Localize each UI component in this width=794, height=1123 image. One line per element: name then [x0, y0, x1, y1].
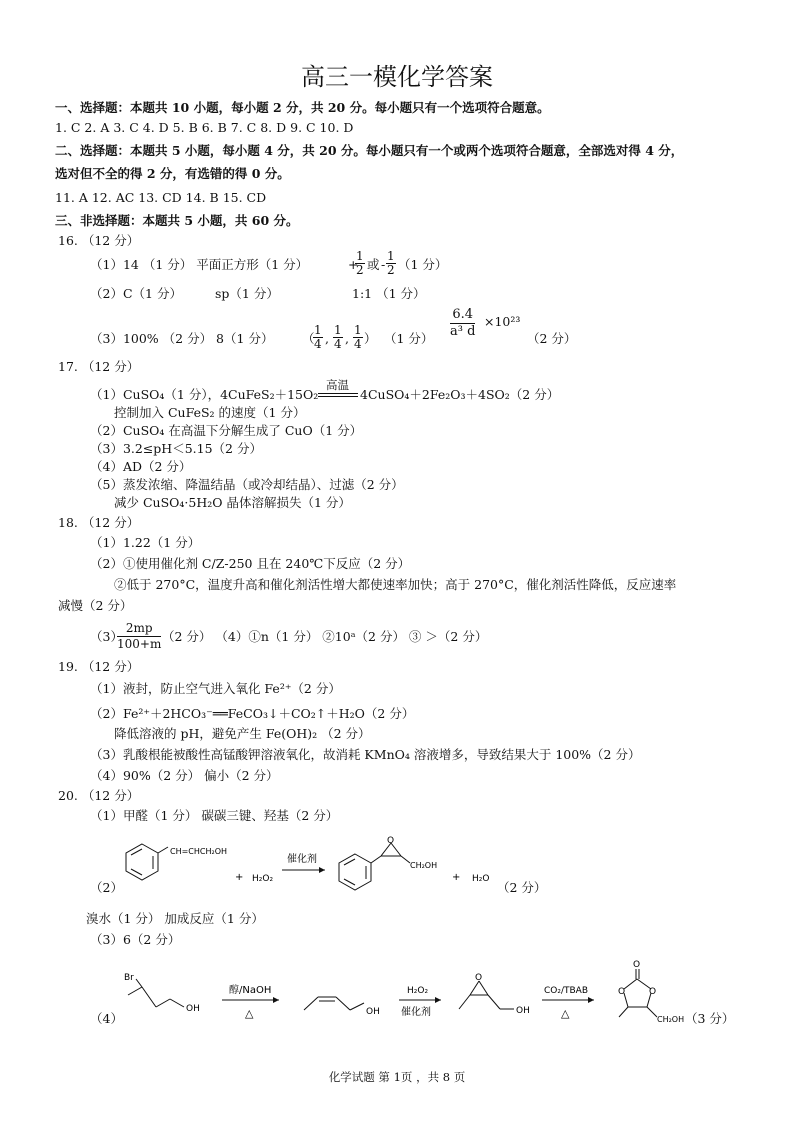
benzene-ring [339, 854, 371, 890]
q16-head: 16. （12 分） [58, 233, 140, 248]
q19-line1: （1）液封，防止空气进入氧化 Fe²⁺（2 分） [90, 681, 341, 696]
reaction-condition: 高温 [326, 378, 349, 392]
ch2oh-label: CH₂OH [410, 861, 438, 870]
q19-line3: 降低溶液的 pH，避免产生 Fe(OH)₂ （2 分） [114, 726, 371, 741]
paren-open: （ [302, 331, 315, 346]
q17-line1b: 4CuSO₄＋2Fe₂O₃＋4SO₂（2 分） [360, 387, 560, 402]
heat-symbol: △ [561, 1007, 570, 1020]
oxygen-label: O [387, 836, 395, 846]
q18-line5a: （3） [90, 629, 123, 644]
score: （3 分） [685, 1011, 735, 1026]
page-footer: 化学试题 第 1页 ，共 8 页 [328, 1070, 466, 1084]
section2-header-line1: 二、选择题：本题共 5 小题，每小题 4 分，共 20 分。每小题只有一个或两个选项符合题意，全部选对得 4 分， [55, 143, 684, 158]
plus-sign: + [452, 872, 461, 883]
ch2oh-label: CH₂OH [657, 1015, 685, 1024]
comma: , [325, 331, 329, 346]
q19-line2: （2）Fe²⁺＋2HCO₃⁻══FeCO₃↓＋CO₂↑＋H₂O（2 分） [90, 706, 415, 721]
q20-head: 20. （12 分） [58, 788, 140, 803]
equals-arrow [318, 393, 358, 397]
yield-fraction: $\frac{2mp}{100+m}$ [117, 621, 162, 651]
paren-close: ） [364, 331, 377, 346]
q17-line4: （4）AD（2 分） [90, 459, 192, 474]
q16-line3a: （3）100% （2 分） 8（1 分） [90, 331, 274, 346]
q17-line1a: （1）CuSO₄（1 分），4CuFeS₂＋15O₂ [90, 387, 319, 402]
q16-line2b: sp（1 分） [215, 286, 279, 301]
hydroxyl-label: OH [186, 1004, 200, 1014]
condition-label: 醇/NaOH [229, 985, 272, 996]
q18-line4: 减慢（2 分） [58, 598, 133, 613]
q20-label-2: （2） [90, 880, 123, 895]
score: （2 分） [497, 880, 547, 895]
fraction-quarter: $\frac{1}{4}$ [314, 323, 322, 351]
q19-line4: （3）乳酸根能被酸性高锰酸钾溶液氧化，故消耗 KMnO₄ 溶液增多，导致结果大于 100%（2 分） [90, 747, 641, 762]
plus-sign: + [235, 872, 244, 883]
benzene-ring [126, 844, 158, 880]
hydroxyl-label: OH [516, 1006, 530, 1016]
section1-answers: 1. C 2. A 3. C 4. D 5. B 6. B 7. C 8. D 9. C 10. D [55, 120, 354, 135]
fraction-quarter: $\frac{1}{4}$ [354, 323, 362, 351]
oxygen-label: O [475, 973, 483, 983]
q19-line5: （4）90%（2 分） 偏小（2 分） [90, 768, 279, 783]
q16-line1: （1）14 （1 分） 平面正方形（1 分） [90, 257, 309, 272]
q17-line2: （2）CuSO₄ 在高温下分解生成了 CuO（1 分） [90, 423, 363, 438]
bromo-alcohol [128, 979, 184, 1007]
or-text: 或 [367, 257, 380, 272]
q19-head: 19. （12 分） [58, 659, 140, 674]
q17-line3: （3）3.2≤pH＜5.15（2 分） [90, 441, 262, 456]
minus-sign: - [381, 257, 386, 272]
oxygen-label: O [618, 987, 626, 997]
score: （2 分） [527, 331, 577, 346]
bromine-label: Br [124, 973, 134, 983]
reagent-h2o2: H₂O₂ [252, 874, 274, 884]
score: （1 分） [384, 331, 434, 346]
fraction-half: $\frac{1}{2}$ [387, 249, 395, 277]
density-fraction: $\frac{6.4}{\text{a³ d}}$ [450, 307, 476, 339]
comma: , [345, 331, 349, 346]
q18-line1: （1）1.22（1 分） [90, 535, 201, 550]
oxygen-label: O [633, 960, 641, 970]
epoxy-alcohol [459, 981, 514, 1009]
q17-line6: 减少 CuSO₄·5H₂O 晶体溶解损失（1 分） [114, 495, 351, 510]
heat-symbol: △ [245, 1007, 254, 1020]
q16-line2a: （2）C（1 分） [90, 286, 182, 301]
reaction-scheme-1 [120, 830, 510, 900]
q18-line5b: （2 分） （4）①n（1 分） ②10ᵃ（2 分） ③ ＞（2 分） [162, 629, 488, 644]
power-ten: ×10²³ [484, 314, 521, 329]
epoxide-ring [371, 843, 410, 863]
catalyst-label: 催化剂 [287, 854, 317, 865]
q20-label-4: （4） [90, 1011, 123, 1026]
reagent-h2o2: H₂O₂ [407, 986, 429, 996]
substituent-label: CH=CHCH₂OH [170, 847, 228, 856]
q17-head: 17. （12 分） [58, 359, 140, 374]
q17-line5: （5）蒸发浓缩、降温结晶（或冷却结晶）、过滤（2 分） [90, 477, 404, 492]
q18-line3: ②低于 270°C，温度升高和催化剂活性增大都使速率加快；高于 270°C，催化剂活性降低，反应速率 [114, 577, 677, 592]
section2-answers: 11. A 12. AC 13. CD 14. B 15. CD [55, 190, 267, 205]
catalyst-label: 催化剂 [401, 1007, 431, 1018]
q17-line1c: 控制加入 CuFeS₂ 的速度（1 分） [114, 405, 306, 420]
page-title: 高三一模化学答案 [301, 63, 493, 91]
section3-header: 三、非选择题：本题共 5 小题，共 60 分。 [55, 213, 299, 228]
q18-line2: （2）①使用催化剂 C/Z-250 且在 240℃下反应（2 分） [90, 556, 411, 571]
fraction-half: $\frac{1}{2}$ [356, 249, 364, 277]
condition-label: CO₂/TBAB [544, 986, 589, 996]
plus-sign: + [348, 257, 359, 272]
product-h2o: H₂O [472, 874, 490, 884]
score: （1 分） [398, 257, 448, 272]
alkene-alcohol [304, 997, 364, 1010]
q18-head: 18. （12 分） [58, 515, 140, 530]
q20-line3: 溴水（1 分） 加成反应（1 分） [86, 911, 264, 926]
q16-line2c: 1:1 （1 分） [352, 286, 426, 301]
section1-header: 一、选择题：本题共 10 小题，每小题 2 分，共 20 分。每小题只有一个选项符合题意。 [55, 100, 550, 115]
q20-line1: （1）甲醛（1 分） 碳碳三键、羟基（2 分） [90, 808, 339, 823]
section2-header-line2: 选对但不全的得 2 分，有选错的得 0 分。 [55, 166, 290, 181]
oxygen-label: O [649, 987, 657, 997]
fraction-quarter: $\frac{1}{4}$ [334, 323, 342, 351]
q20-line4: （3）6（2 分） [90, 932, 181, 947]
reaction-scheme-2 [114, 955, 734, 1030]
hydroxyl-label: OH [366, 1007, 380, 1017]
